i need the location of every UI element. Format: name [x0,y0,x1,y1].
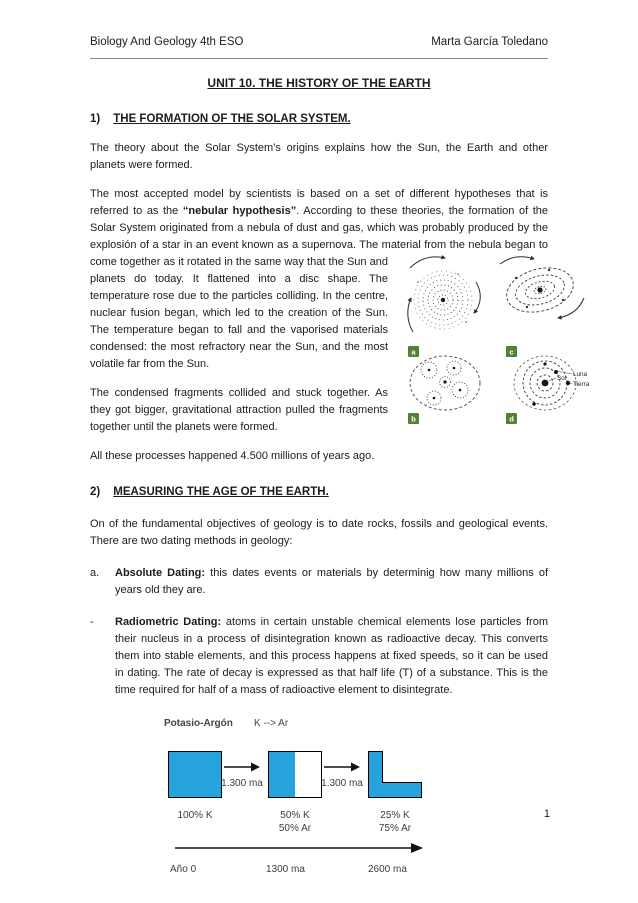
list-marker-dash: - [90,616,94,628]
paragraph-age-summary: All these processes happened 4.500 millions of years ago. [90,450,375,462]
percent-ar-50: 50% Ar [278,823,312,834]
item-text: atoms in certain unstable chemical elements lose particles from their nucleus in a process of disintegration known as radioactive decay. This converts them into stable elements, and this process happens at fixed speeds, so it can be used in dating. The rate of decay is expressed as that half life (T) of a substance. This is the time required for half of a mass of radioactive element to disintegrate. [115,616,548,696]
list-marker-a: a. [90,567,100,579]
potassium-box-100 [168,751,222,798]
dating-figure-title: Potasio-Argón [164,718,233,729]
sun-label: Sol [557,375,567,382]
timeline-2600ma: 2600 ma [368,864,407,875]
timeline-year-0: Año 0 [170,864,197,875]
solar-system-formation-figure [398,254,590,428]
decay-arrow-2-icon [324,761,360,773]
potassium-box-25 [368,751,422,798]
paragraph-text: come together as it rotated in the same way that the Sun and planets do today. It flattened into a disc shape. The temperature rose due to the particles colliding. In the centre, nuclear fusion began, which led to the creation of the Sun. The temperature began to fall and the vaporised materials condensed: the most refractory near the Sun, and the most volatile far from the Sun. [90,256,388,370]
panel-a-tag: a [411,347,416,357]
list-item-radiometric-dating [90,614,548,699]
paragraph-text: The most accepted model by scientists is based on a set of different hypotheses that is referred to as the [90,188,548,217]
earth-label: Tierra [573,381,590,388]
section-1-heading [90,111,548,128]
percent-k-100: 100% K [177,810,213,821]
argon-notch [382,751,422,783]
decay-arrow-1-icon [224,761,260,773]
unit-title [90,75,548,92]
term-absolute-dating: Absolute Dating: [115,567,206,579]
panel-c-tag: c [509,347,514,357]
section-2-heading-text: MEASURING THE AGE OF THE EARTH. [113,486,329,498]
dating-figure-formula: K --> Ar [254,718,289,729]
paragraph-solar-origin: The theory about the Solar System’s origins explains how the Sun, the Earth and other planets were formed. [90,142,548,171]
section-1-number: 1) [90,113,101,125]
fragments-stage-b-diagram [410,356,480,410]
solar-system-formation-diagram [398,252,593,428]
percent-k-25: 25% K [380,810,410,821]
timeline-arrow-icon [174,841,424,855]
half-life-label-1: 1.300 ma [221,778,263,789]
half-life-label-2: 1.300 ma [321,778,363,789]
panel-letter-tags [408,346,517,424]
list-item-absolute-dating [90,565,548,599]
panel-b-tag: b [411,414,416,424]
paragraph-condensed-fragments: The condensed fragments collided and stuck together. As they got bigger, gravitational attraction pulled the fragments together until the planets were formed. [90,387,388,433]
orbits-stage-d-diagram [514,356,590,410]
header-course-title: Biology And Geology 4th ESO [90,36,244,48]
page-number: 1 [543,808,550,820]
header-author-name: Marta García Toledano [431,36,548,48]
box1-percentage-label [168,809,222,822]
rotating-disc-stage-c-diagram [500,257,584,319]
section-1-heading-text: THE FORMATION OF THE SOLAR SYSTEM. [113,113,351,125]
section-2-number: 2) [90,486,101,498]
item-text: this dates events or materials by determinig how many millions of years old they are. [115,567,549,596]
term-radiometric-dating: Radiometric Dating: [115,616,222,628]
paragraph-dating-intro: On of the fundamental objectives of geology is to date rocks, fossils and geological events. There are two dating methods in geology: [90,518,548,547]
panel-d-tag: d [509,414,514,424]
moon-label: Luna [573,371,588,378]
potassium-box-50 [268,751,322,798]
term-nebular-hypothesis: “nebular hypothesis” [182,205,297,217]
percent-k-50: 50% K [280,810,310,821]
paragraph-text: . According to these theories, the formation of the Solar System originated from a nebula of dust and gas, which was probably produced by the explosión of a star in an event known as a supernova. The material from the nebula began to [90,205,548,251]
page-header [90,34,548,59]
box2-percentage-label [268,809,322,835]
timeline-1300ma: 1300 ma [266,864,305,875]
box3-percentage-label [368,809,422,835]
nebula-stage-a-diagram [408,257,480,332]
unit-title-text: UNIT 10. THE HISTORY OF THE EARTH [207,76,431,90]
percent-ar-75: 75% Ar [378,823,412,834]
section-2-heading [90,484,548,501]
potassium-argon-dating-figure [162,715,462,883]
